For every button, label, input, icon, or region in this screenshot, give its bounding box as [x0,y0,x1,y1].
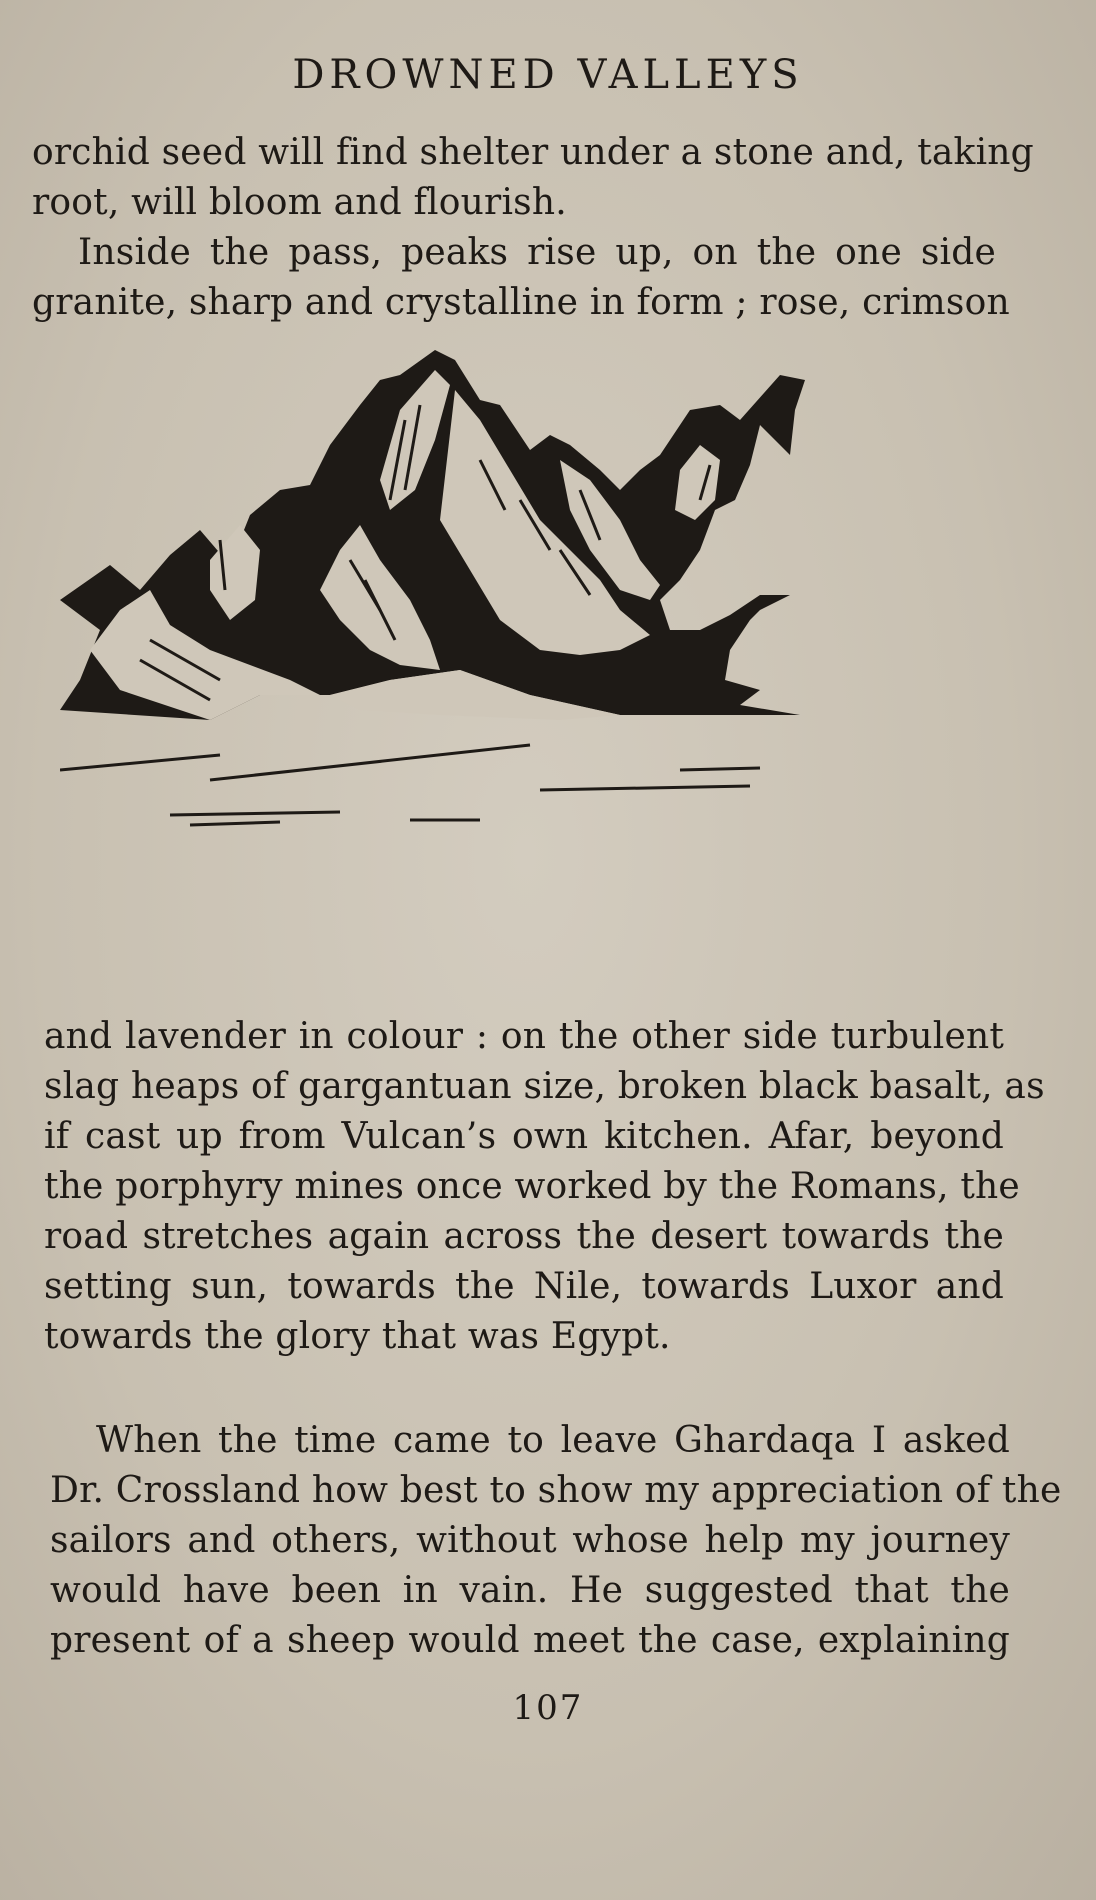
text-line: road stretches again across the desert towards the [44,1216,1004,1257]
text-line: Inside the pass, peaks rise up, on the one side [78,232,996,273]
paragraph-3 [50,1416,1062,1666]
text-line: granite, sharp and crystalline in form ; rose, crimson [32,282,1010,323]
paragraph-1 [32,128,1034,328]
text-line: and lavender in colour : on the other side turbulent [44,1016,1004,1057]
text-line: orchid seed will find shelter under a stone and, taking [32,132,1034,173]
text-line: towards the glory that was Egypt. [44,1316,671,1357]
text-line: sailors and others, without whose help my journey [50,1520,1010,1561]
text-line: present of a sheep would meet the case, explaining [50,1620,1010,1661]
running-head: DROWNED VALLEYS [292,52,804,98]
paragraph-2 [44,1012,1045,1362]
text-line: the porphyry mines once worked by the Romans, the [44,1166,1020,1207]
text-line: When the time came to leave Ghardaqa I asked [96,1420,1010,1461]
text-line: root, will bloom and flourish. [32,182,567,223]
page-number: 107 [512,1688,584,1728]
mountain-illustration [60,350,1000,1000]
text-line: setting sun, towards the Nile, towards Luxor and [44,1266,1004,1307]
text-line: Dr. Crossland how best to show my appreciation of the [50,1470,1062,1511]
text-line: slag heaps of gargantuan size, broken black basalt, as [44,1066,1045,1107]
text-line: if cast up from Vulcan’s own kitchen. Afar, beyond [44,1116,1004,1157]
text-line: would have been in vain. He suggested that the [50,1570,1010,1611]
ground-lines [60,745,760,825]
